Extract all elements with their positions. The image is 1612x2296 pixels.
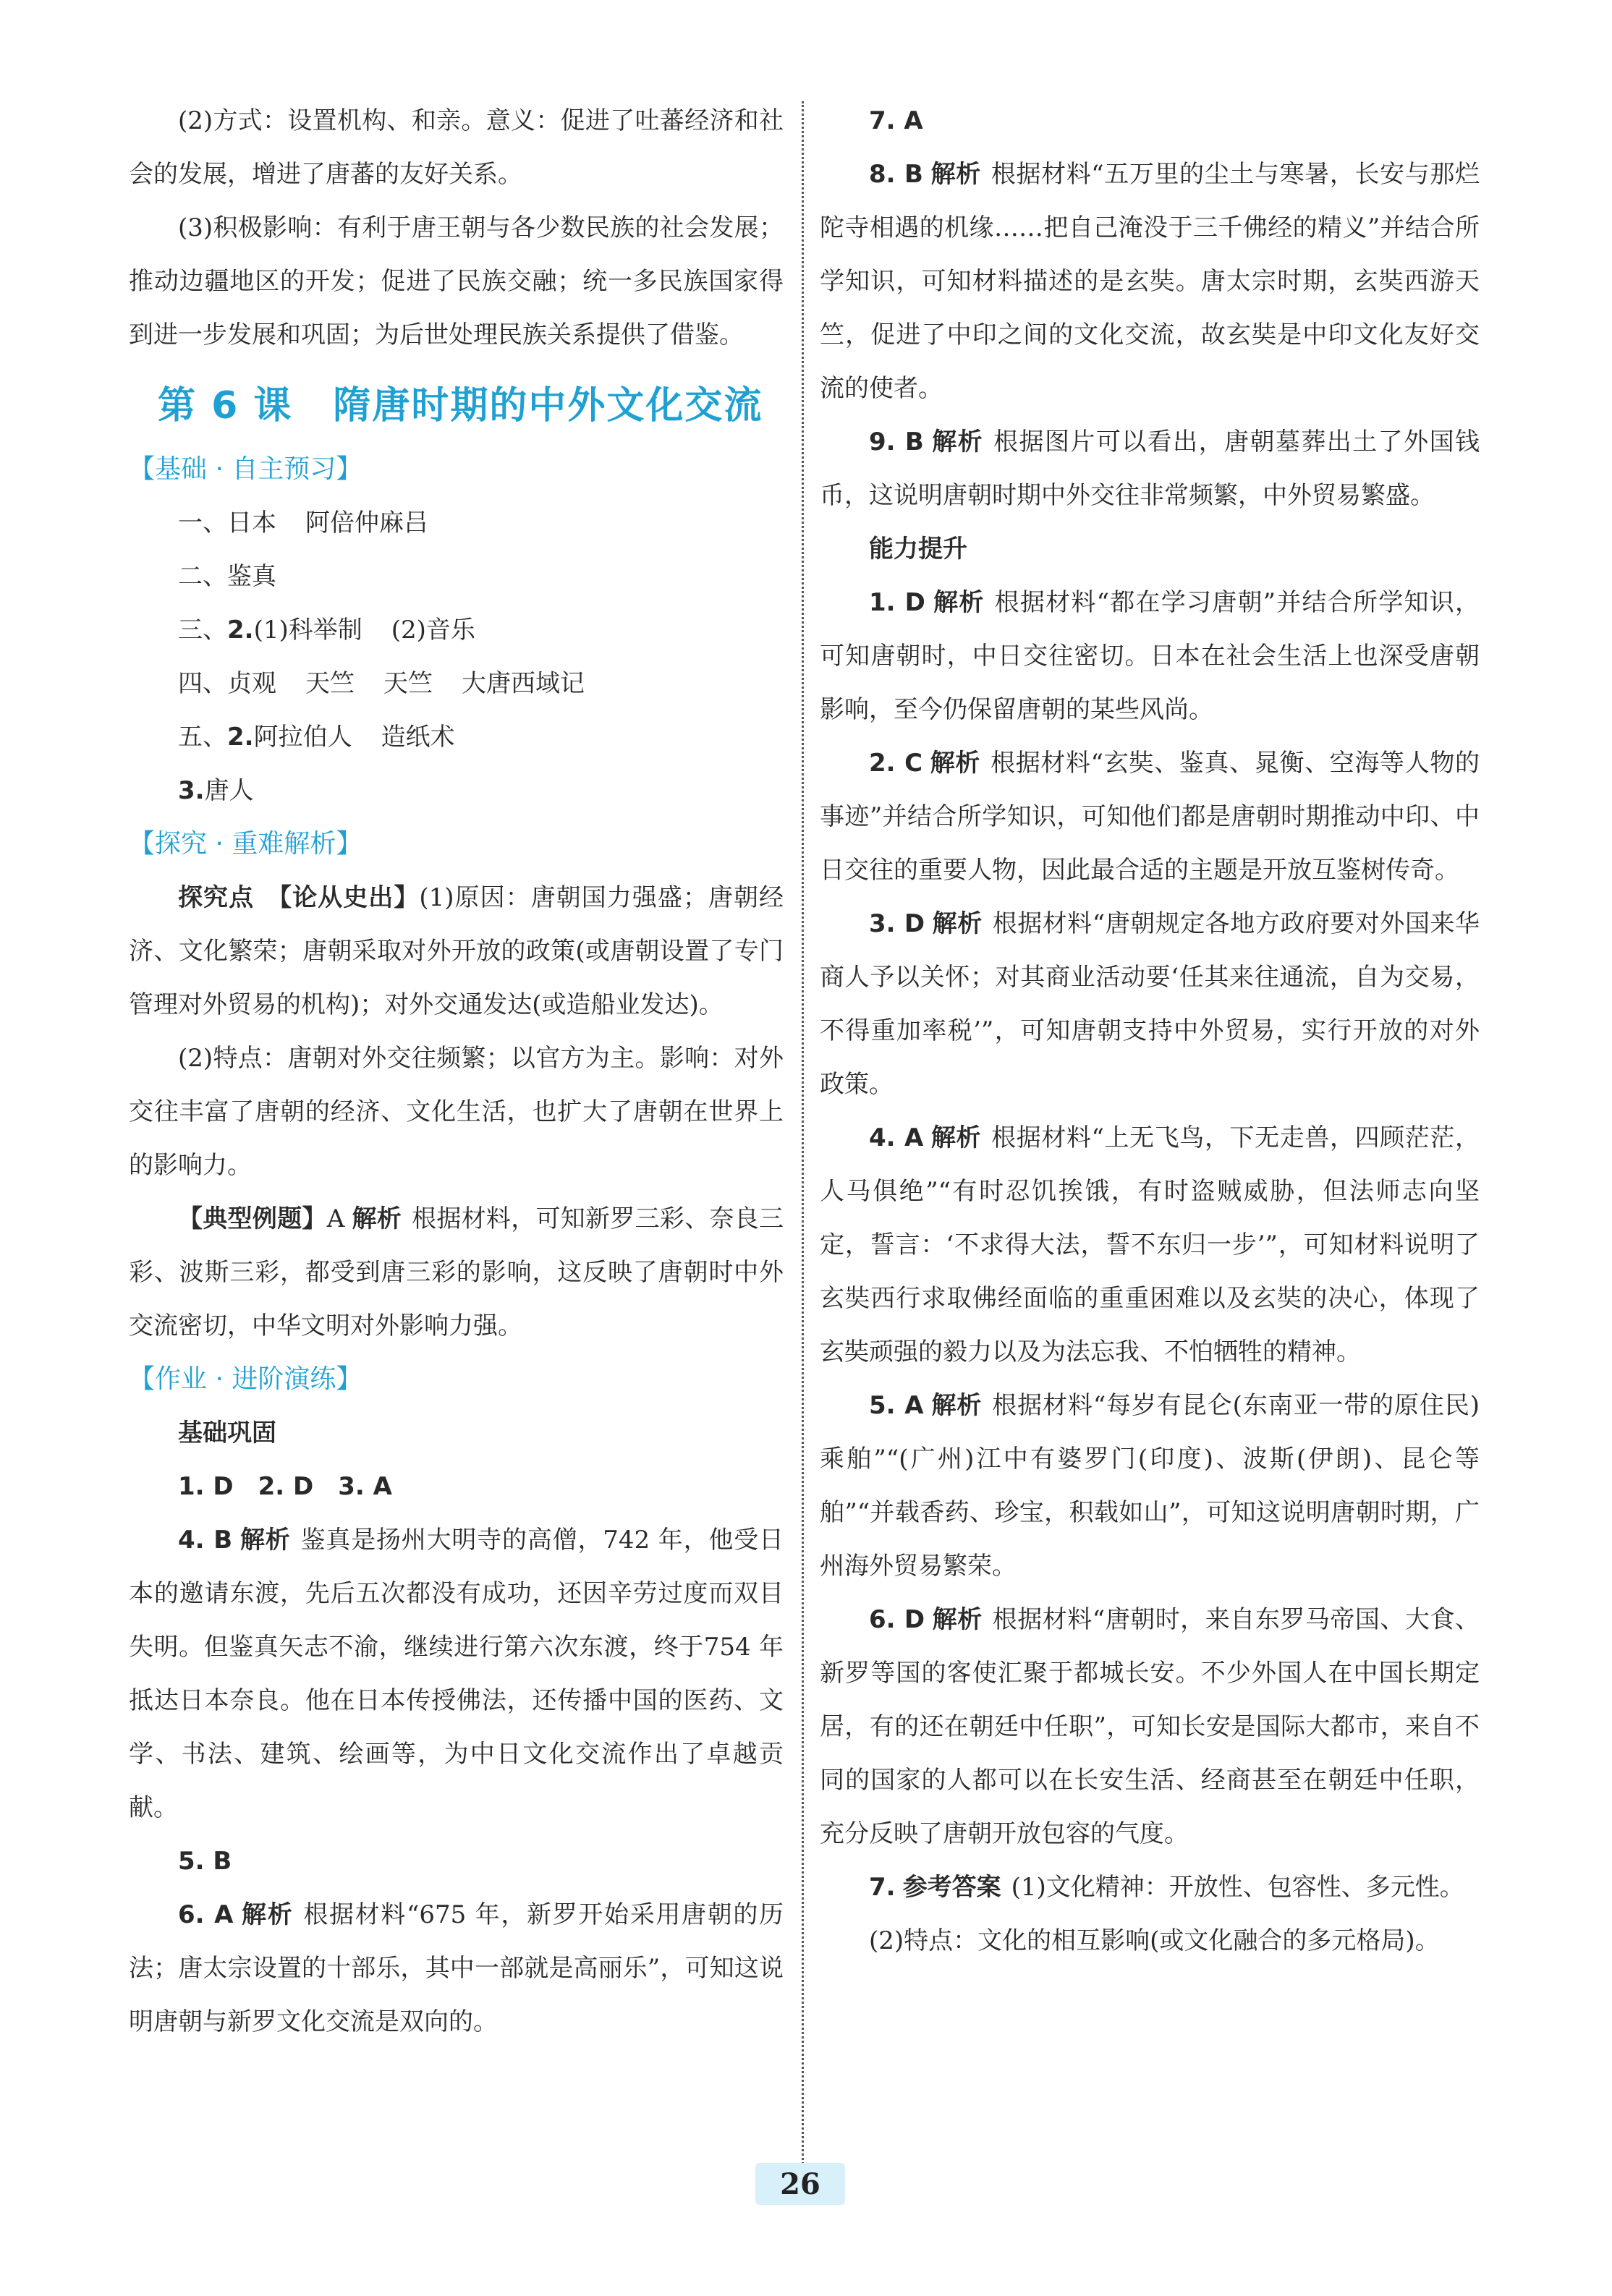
- answer-line: 1. D 2. D 3. A: [178, 1472, 392, 1501]
- answer-paragraph: 1. D 解析 根据材料“都在学习唐朝”并结合所学知识，可知唐朝时，中日交往密切。日本在社会生活上也深受唐朝影响，至今仍保留唐朝的某些风尚。: [820, 588, 1480, 724]
- example-paragraph: 【典型例题】A 解析 根据材料，可知新罗三彩、奈良三彩、波斯三彩，都受到唐三彩的影响，这反映了唐朝时中外交流密切，中华文明对外影响力强。: [129, 1204, 784, 1340]
- answer-line: 7. A: [869, 106, 923, 135]
- answer-paragraph: (2)特点：文化的相互影响(或文化融合的多元格局)。: [869, 1926, 1440, 1955]
- lesson-title: [158, 375, 784, 437]
- right-column: [820, 94, 1480, 1968]
- lesson-name: 隋唐时期的中外文化交流: [333, 384, 763, 428]
- answer-paragraph: 6. A 解析 根据材料“675 年，新罗开始采用唐朝的历法；唐太宗设置的十部乐，其中一部就是高丽乐”，可知这说明唐朝与新罗文化交流是双向的。: [129, 1900, 784, 2036]
- subhead-advanced: 能力提升: [869, 535, 967, 564]
- section-heading-homework: 【作业 · 进阶演练】: [129, 1364, 362, 1394]
- section-heading-explore: 【探究 · 重难解析】: [129, 829, 362, 859]
- answer-paragraph: (3)积极影响：有利于唐王朝与各少数民族的社会发展；推动边疆地区的开发；促进了民族交融；统一多民族国家得到进一步发展和巩固；为后世处理民族关系提供了借鉴。: [129, 213, 784, 349]
- answer-paragraph: 7. 参考答案 (1)文化精神：开放性、包容性、多元性。: [869, 1873, 1464, 1902]
- column-divider: [802, 101, 804, 2177]
- subhead-basic: 基础巩固: [178, 1419, 276, 1447]
- answer-paragraph: 3. D 解析 根据材料“唐朝规定各地方政府要对外国来华商人予以关怀；对其商业活动要‘任其来往通流，自为交易，不得重加率税’”，可知唐朝支持中外贸易，实行开放的对外政策。: [820, 909, 1480, 1099]
- preview-item: 二、鉴真: [178, 562, 276, 591]
- answer-paragraph: (2)方式：设置机构、和亲。意义：促进了吐蕃经济和社会的发展，增进了唐蕃的友好关系。: [129, 106, 784, 189]
- preview-item: 一、日本 阿倍仲麻吕: [178, 509, 428, 537]
- page-number: 26: [780, 2167, 820, 2201]
- answer-paragraph: 6. D 解析 根据材料“唐朝时，来自东罗马帝国、大食、新罗等国的客使汇聚于都城长安。不少外国人在中国长期定居，有的还在朝廷中任职”，可知长安是国际大都市，来自不同的国家的人都可以在长安生活、经商甚至在朝廷中任职，充分反映了唐朝开放包容的气度。: [820, 1605, 1480, 1848]
- answer-paragraph: 2. C 解析 根据材料“玄奘、鉴真、晁衡、空海等人物的事迹”并结合所学知识，可知他们都是唐朝时期推动中印、中日交往的重要人物，因此最合适的主题是开放互鉴树传奇。: [820, 749, 1480, 885]
- lesson-number: 第 6 课: [158, 384, 293, 428]
- answer-paragraph: 5. A 解析 根据材料“每岁有昆仑(东南亚一带的原住民)乘舶”“(广州)江中有婆罗门(印度)、波斯(伊朗)、昆仑等舶”“并载香药、珍宝，积载如山”，可知这说明唐朝时期，广州海外贸易繁荣。: [820, 1391, 1480, 1581]
- explore-paragraph: (2)特点：唐朝对外交往频繁；以官方为主。影响：对外交往丰富了唐朝的经济、文化生活，也扩大了唐朝在世界上的影响力。: [129, 1044, 784, 1180]
- answer-paragraph: 8. B 解析 根据材料“五万里的尘土与寒暑，长安与那烂陀寺相遇的机缘……把自己淹没于三千佛经的精义”并结合所学知识，可知材料描述的是玄奘。唐太宗时期，玄奘西游天竺，促进了中印之间的文化交流，故玄奘是中印文化友好交流的使者。: [820, 160, 1480, 403]
- answer-line: 5. B: [178, 1847, 232, 1876]
- preview-item: 三、2.(1)科举制 (2)音乐: [178, 616, 475, 645]
- left-column: [129, 94, 784, 2049]
- section-heading-preview: 【基础 · 自主预习】: [129, 454, 362, 484]
- answer-paragraph: 4. B 解析 鉴真是扬州大明寺的高僧，742 年，他受日本的邀请东渡，先后五次都没有成功，还因辛劳过度而双目失明。但鉴真矢志不渝，继续进行第六次东渡，终于754 年抵达日本奈良。他在日本传授佛法，还传播中国的医药、文学、书法、建筑、绘画等，为中日文化交流作出了卓越贡献。: [129, 1526, 784, 1822]
- preview-item: 五、2.阿拉伯人 造纸术: [178, 723, 455, 752]
- answer-paragraph: 9. B 解析 根据图片可以看出，唐朝墓葬出土了外国钱币，这说明唐朝时期中外交往非常频繁，中外贸易繁盛。: [820, 428, 1480, 510]
- answer-paragraph: 4. A 解析 根据材料“上无飞鸟，下无走兽，四顾茫茫，人马俱绝”“有时忍饥挨饿，有时盗贼威胁，但法师志向坚定，誓言：‘不求得大法，誓不东归一步’”，可知材料说明了玄奘西行求取佛经面临的重重困难以及玄奘的决心，体现了玄奘顽强的毅力以及为法忘我、不怕牺牲的精神。: [820, 1123, 1480, 1366]
- preview-item: 四、贞观 天竺 天竺 大唐西域记: [178, 669, 585, 698]
- page-number-box: [755, 2163, 845, 2205]
- explore-paragraph: 探究点 【论从史出】(1)原因：唐朝国力强盛；唐朝经济、文化繁荣；唐朝采取对外开放的政策(或唐朝设置了专门管理对外贸易的机构)；对外交通发达(或造船业发达)。: [129, 883, 784, 1019]
- preview-item: 3.唐人: [178, 776, 254, 805]
